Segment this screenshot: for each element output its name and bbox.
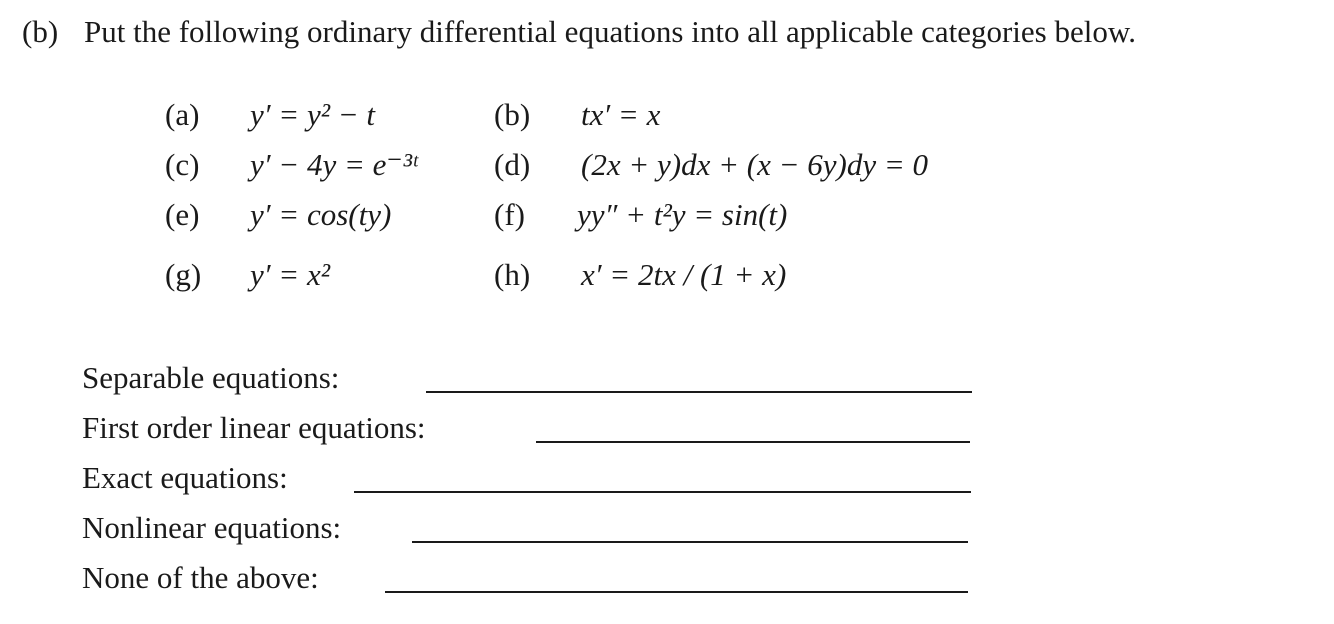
equation-f: yy″ + t²y = sin(t): [577, 197, 788, 232]
equation-label-f: (f): [494, 197, 525, 232]
equation-a: y′ = y² − t: [250, 97, 376, 132]
equation-c: y′ − 4y = e⁻³ᵗ: [250, 147, 418, 182]
equation-label-c: (c): [165, 147, 200, 182]
category-first-order-linear: [82, 410, 426, 446]
question-text: Put the following ordinary differential equations into all applicable categories below.: [84, 14, 1136, 49]
category-label-separable: Separable equations:: [82, 360, 340, 395]
answer-blank-none[interactable]: [385, 591, 968, 593]
category-label-nonlinear: Nonlinear equations:: [82, 510, 342, 545]
equation-b: tx′ = x: [581, 97, 661, 132]
answer-blank-exact[interactable]: [354, 491, 971, 493]
equation-g: y′ = x²: [250, 257, 331, 292]
category-separable: [82, 360, 339, 396]
category-label-first-order-linear: First order linear equations:: [82, 410, 426, 445]
category-exact: [82, 460, 288, 496]
equation-label-d: (d): [494, 147, 531, 182]
question-label: (b): [22, 14, 59, 49]
equation-label-e: (e): [165, 197, 200, 232]
category-label-exact: Exact equations:: [82, 460, 288, 495]
category-nonlinear: [82, 510, 341, 546]
answer-blank-nonlinear[interactable]: [412, 541, 968, 543]
answer-blank-separable[interactable]: [426, 391, 972, 393]
answer-blank-first-order-linear[interactable]: [536, 441, 970, 443]
equation-label-a: (a): [165, 97, 200, 132]
equation-d: (2x + y)dx + (x − 6y)dy = 0: [581, 147, 929, 182]
equation-label-h: (h): [494, 257, 531, 292]
equation-e: y′ = cos(ty): [250, 197, 392, 232]
question-prompt: [22, 14, 1136, 50]
equation-h: x′ = 2tx / (1 + x): [581, 257, 787, 292]
category-label-none: None of the above:: [82, 560, 319, 595]
equation-label-b: (b): [494, 97, 531, 132]
equation-label-g: (g): [165, 257, 202, 292]
category-none: [82, 560, 319, 596]
